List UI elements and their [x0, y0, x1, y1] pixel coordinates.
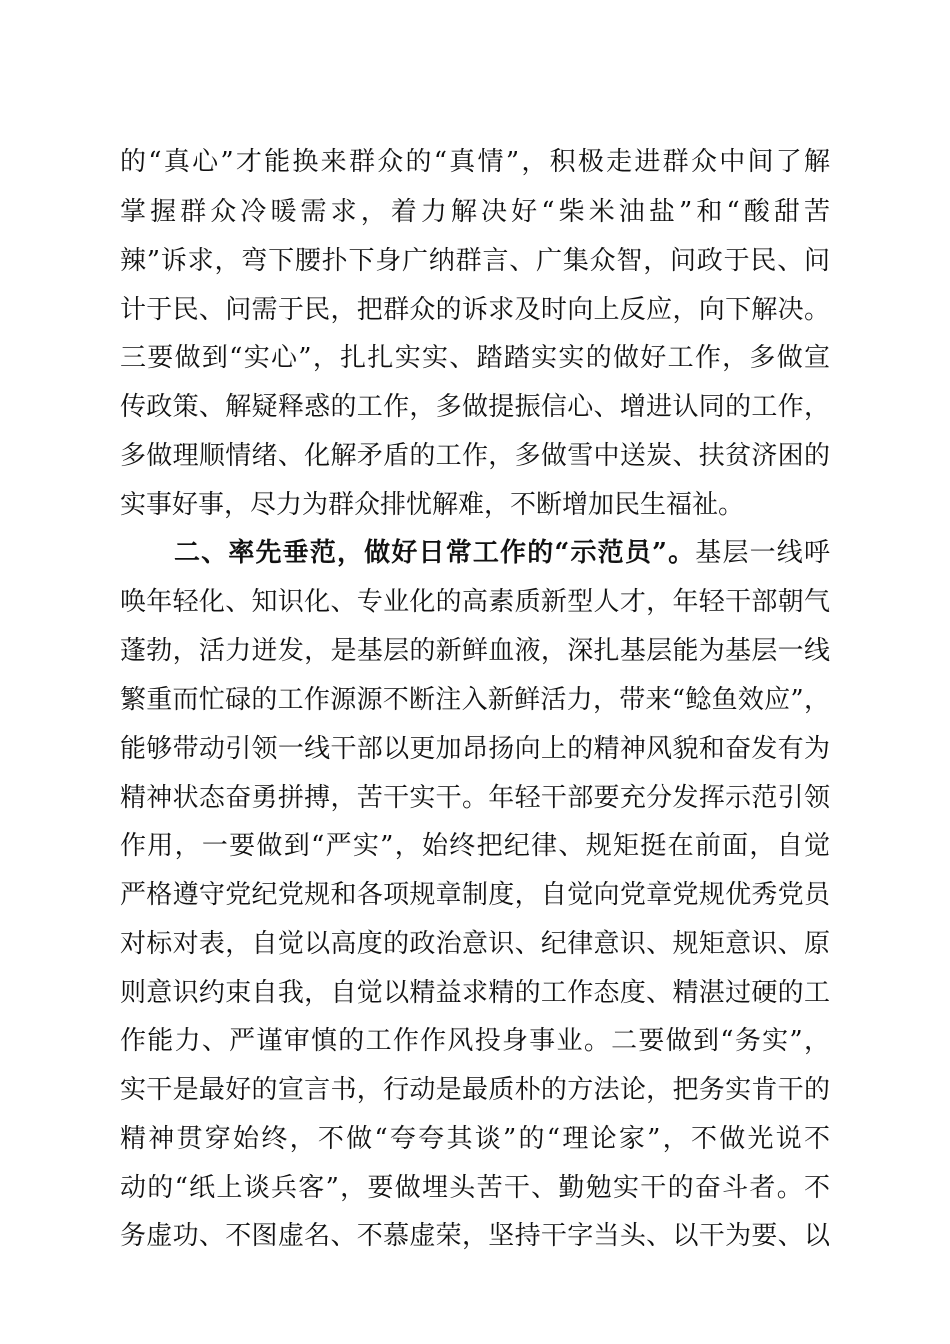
section-heading: 二、率先垂范，做好日常工作的“示范员”。: [174, 538, 696, 568]
paragraph-2-line: 务虚功、不图虚名、不慕虚荣，坚持干字当头、以干为要、以: [120, 1221, 830, 1251]
paragraph-2-line: 精神贯穿始终，不做“夸夸其谈”的“理论家”，不做光说不: [120, 1124, 830, 1154]
paragraph-1-line: 辣”诉求，弯下腰扑下身广纳群言、广集众智，问政于民、问: [120, 246, 830, 276]
paragraph-2-line: 蓬勃，活力迸发，是基层的新鲜血液，深扎基层能为基层一线: [120, 636, 830, 666]
paragraph-2-line: 唤年轻化、知识化、专业化的高素质新型人才，年轻干部朝气: [120, 587, 830, 617]
paragraph-2-line: 动的“纸上谈兵客”，要做埋头苦干、勤勉实干的奋斗者。不: [120, 1173, 830, 1203]
paragraph-1-line: 掌握群众冷暖需求，着力解决好“柴米油盐”和“酸甜苦: [120, 197, 830, 227]
paragraph-2-line: 对标对表，自觉以高度的政治意识、纪律意识、规矩意识、原: [120, 929, 830, 959]
paragraph-2-first-line-rest: 基层一线呼: [695, 538, 830, 568]
paragraph-2-line: 作能力、严谨审慎的工作作风投身事业。二要做到“务实”，: [120, 1026, 830, 1056]
paragraph-2-line: 精神状态奋勇拼搏，苦干实干。年轻干部要充分发挥示范引领: [120, 783, 830, 813]
paragraph-1-line: 的“真心”才能换来群众的“真情”，积极走进群众中间了解: [120, 147, 830, 177]
paragraph-2-line: 实干是最好的宣言书，行动是最质朴的方法论，把务实肯干的: [120, 1075, 830, 1105]
paragraph-2-line: 严格遵守党纪党规和各项规章制度，自觉向党章党规优秀党员: [120, 880, 830, 910]
paragraph-2-line: 繁重而忙碌的工作源源不断注入新鲜活力，带来“鲶鱼效应”，: [120, 685, 830, 715]
paragraph-1-line: 实事好事，尽力为群众排忧解难，不断增加民生福祉。: [120, 490, 745, 520]
paragraph-1-line: 传政策、解疑释惑的工作，多做提振信心、增进认同的工作，: [120, 392, 830, 422]
paragraph-1-line: 计于民、问需于民，把群众的诉求及时向上反应，向下解决。: [120, 295, 830, 325]
paragraph-2-line: 则意识约束自我，自觉以精益求精的工作态度、精湛过硬的工: [120, 978, 830, 1008]
paragraph-1-line: 三要做到“实心”，扎扎实实、踏踏实实的做好工作，多做宣: [120, 343, 830, 373]
paragraph-2-line: 作用，一要做到“严实”，始终把纪律、规矩挺在前面，自觉: [120, 831, 830, 861]
paragraph-2-line: 能够带动引领一线干部以更加昂扬向上的精神风貌和奋发有为: [120, 734, 830, 764]
paragraph-1-line: 多做理顺情绪、化解矛盾的工作，多做雪中送炭、扶贫济困的: [120, 441, 830, 471]
